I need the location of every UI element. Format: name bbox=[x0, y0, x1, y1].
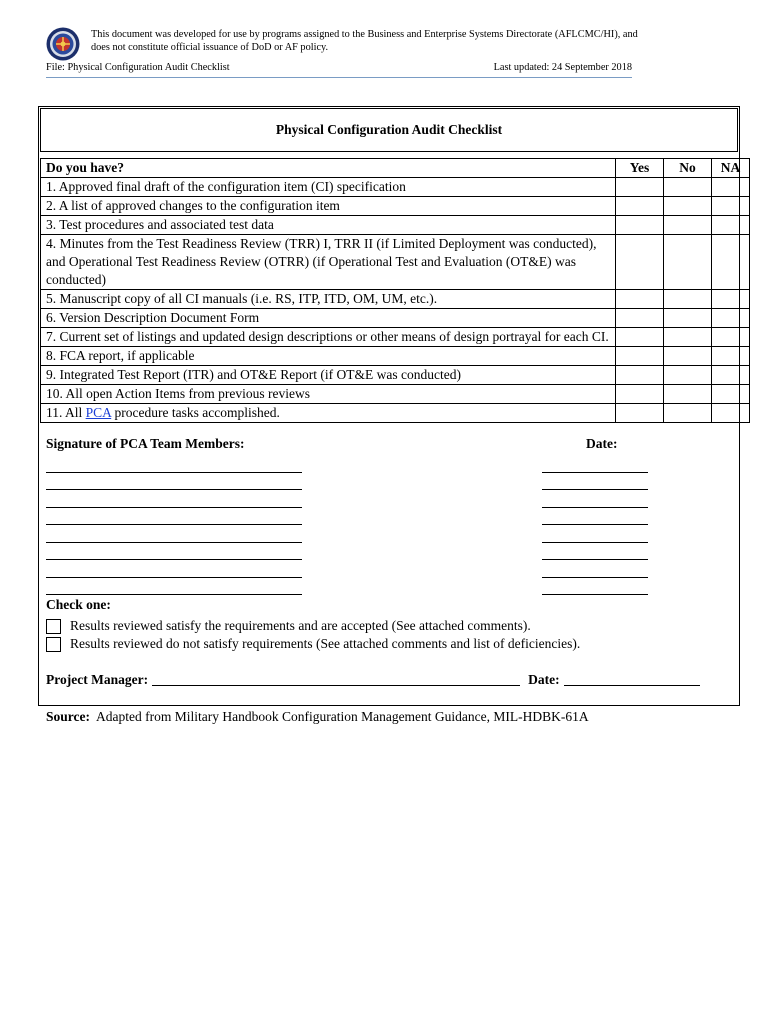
na-cell[interactable] bbox=[712, 385, 750, 404]
disclaimer-text: This document was developed for use by programs assigned to the Business and Enterprise Systems Directorate (AFLCMC/HI), and does not constitute official issuance of DoD or AF policy. bbox=[91, 29, 638, 53]
no-cell[interactable] bbox=[664, 309, 712, 328]
na-cell[interactable] bbox=[712, 235, 750, 290]
yes-cell[interactable] bbox=[616, 235, 664, 290]
na-cell[interactable] bbox=[712, 347, 750, 366]
table-header-row bbox=[41, 159, 750, 178]
row-question: 10. All open Action Items from previous reviews bbox=[41, 385, 616, 404]
row-question: 2. A list of approved changes to the configuration item bbox=[41, 197, 616, 216]
project-manager-label: Project Manager: bbox=[46, 672, 149, 687]
row-question: 1. Approved final draft of the configuration item (CI) specification bbox=[41, 178, 616, 197]
file-label: File: Physical Configuration Audit Checklist bbox=[46, 62, 230, 73]
accepted-checkbox[interactable] bbox=[46, 619, 61, 634]
not-accepted-checkbox[interactable] bbox=[46, 637, 61, 652]
check-one-title: Check one: bbox=[46, 597, 111, 612]
signature-line[interactable] bbox=[46, 490, 302, 508]
na-cell[interactable] bbox=[712, 404, 750, 423]
header-no: No bbox=[664, 159, 712, 178]
no-cell[interactable] bbox=[664, 178, 712, 197]
table-row bbox=[41, 328, 750, 347]
option-accepted-label: Results reviewed satisfy the requirements and are accepted (See attached comments). bbox=[70, 618, 531, 633]
table-row bbox=[41, 385, 750, 404]
no-cell[interactable] bbox=[664, 404, 712, 423]
option-not-accepted-label: Results reviewed do not satisfy requirements (See attached comments and list of deficiencies). bbox=[70, 636, 581, 651]
date-line[interactable] bbox=[542, 578, 648, 596]
date-line[interactable] bbox=[542, 560, 648, 578]
row-question: 6. Version Description Document Form bbox=[41, 309, 616, 328]
row11-suffix: procedure tasks accomplished. bbox=[111, 405, 280, 420]
option-not-accepted[interactable] bbox=[46, 635, 580, 653]
row-question: 4. Minutes from the Test Readiness Review (TRR) I, TRR II (if Limited Deployment was conducted), and Operational Test Readiness Review (OTRR) (if Operational Test and Evaluation (OT&E) was conducted) bbox=[41, 235, 616, 290]
yes-cell[interactable] bbox=[616, 216, 664, 235]
checklist-table bbox=[40, 158, 750, 423]
project-manager-line bbox=[46, 672, 700, 688]
table-row bbox=[41, 404, 750, 423]
no-cell[interactable] bbox=[664, 366, 712, 385]
signature-line[interactable] bbox=[46, 525, 302, 543]
header-na: NA bbox=[712, 159, 750, 178]
no-cell[interactable] bbox=[664, 328, 712, 347]
signature-line[interactable] bbox=[46, 578, 302, 596]
row-question: 7. Current set of listings and updated design descriptions or other means of design portrayal for each CI. bbox=[41, 328, 616, 347]
signature-date-label: Date: bbox=[586, 436, 618, 451]
yes-cell[interactable] bbox=[616, 347, 664, 366]
signature-line[interactable] bbox=[46, 508, 302, 526]
aflcmc-seal-logo bbox=[46, 27, 80, 61]
table-row bbox=[41, 178, 750, 197]
na-cell[interactable] bbox=[712, 290, 750, 309]
yes-cell[interactable] bbox=[616, 178, 664, 197]
table-row bbox=[41, 366, 750, 385]
row-question: 9. Integrated Test Report (ITR) and OT&E Report (if OT&E was conducted) bbox=[41, 366, 616, 385]
project-manager-date-field[interactable] bbox=[564, 672, 700, 686]
yes-cell[interactable] bbox=[616, 366, 664, 385]
row-question: 3. Test procedures and associated test data bbox=[41, 216, 616, 235]
signature-title: Signature of PCA Team Members: bbox=[46, 436, 245, 451]
na-cell[interactable] bbox=[712, 328, 750, 347]
yes-cell[interactable] bbox=[616, 328, 664, 347]
source-label: Source: bbox=[46, 709, 90, 724]
row-question: 5. Manuscript copy of all CI manuals (i.e. RS, ITP, ITD, OM, UM, etc.). bbox=[41, 290, 616, 309]
project-manager-signature-field[interactable] bbox=[152, 672, 520, 686]
yes-cell[interactable] bbox=[616, 385, 664, 404]
header-yes: Yes bbox=[616, 159, 664, 178]
table-row bbox=[41, 290, 750, 309]
checklist-title: Physical Configuration Audit Checklist bbox=[40, 108, 738, 152]
date-line[interactable] bbox=[542, 455, 648, 473]
header-question: Do you have? bbox=[41, 159, 616, 178]
no-cell[interactable] bbox=[664, 290, 712, 309]
table-row bbox=[41, 347, 750, 366]
row-question: 8. FCA report, if applicable bbox=[41, 347, 616, 366]
row11-prefix: 11. All bbox=[46, 405, 86, 420]
signature-line[interactable] bbox=[46, 473, 302, 491]
signature-line[interactable] bbox=[46, 455, 302, 473]
project-manager-date-label: Date: bbox=[528, 672, 560, 687]
na-cell[interactable] bbox=[712, 366, 750, 385]
pca-link[interactable]: PCA bbox=[85, 405, 112, 420]
yes-cell[interactable] bbox=[616, 197, 664, 216]
last-updated: Last updated: 24 September 2018 bbox=[493, 62, 632, 73]
no-cell[interactable] bbox=[664, 216, 712, 235]
source-line bbox=[46, 709, 589, 725]
no-cell[interactable] bbox=[664, 347, 712, 366]
no-cell[interactable] bbox=[664, 385, 712, 404]
date-line[interactable] bbox=[542, 525, 648, 543]
date-line[interactable] bbox=[542, 508, 648, 526]
source-text: Adapted from Military Handbook Configuration Management Guidance, MIL-HDBK-61A bbox=[96, 709, 589, 724]
yes-cell[interactable] bbox=[616, 404, 664, 423]
row-question bbox=[41, 404, 616, 423]
table-row bbox=[41, 235, 750, 290]
date-line[interactable] bbox=[542, 473, 648, 491]
table-row bbox=[41, 197, 750, 216]
na-cell[interactable] bbox=[712, 216, 750, 235]
date-line[interactable] bbox=[542, 490, 648, 508]
yes-cell[interactable] bbox=[616, 290, 664, 309]
no-cell[interactable] bbox=[664, 197, 712, 216]
table-row bbox=[41, 309, 750, 328]
table-row bbox=[41, 216, 750, 235]
na-cell[interactable] bbox=[712, 197, 750, 216]
na-cell[interactable] bbox=[712, 309, 750, 328]
date-line[interactable] bbox=[542, 543, 648, 561]
file-info-line bbox=[46, 61, 632, 78]
option-accepted[interactable] bbox=[46, 617, 531, 635]
no-cell[interactable] bbox=[664, 235, 712, 290]
yes-cell[interactable] bbox=[616, 309, 664, 328]
na-cell[interactable] bbox=[712, 178, 750, 197]
signature-line[interactable] bbox=[46, 560, 302, 578]
signature-line[interactable] bbox=[46, 543, 302, 561]
